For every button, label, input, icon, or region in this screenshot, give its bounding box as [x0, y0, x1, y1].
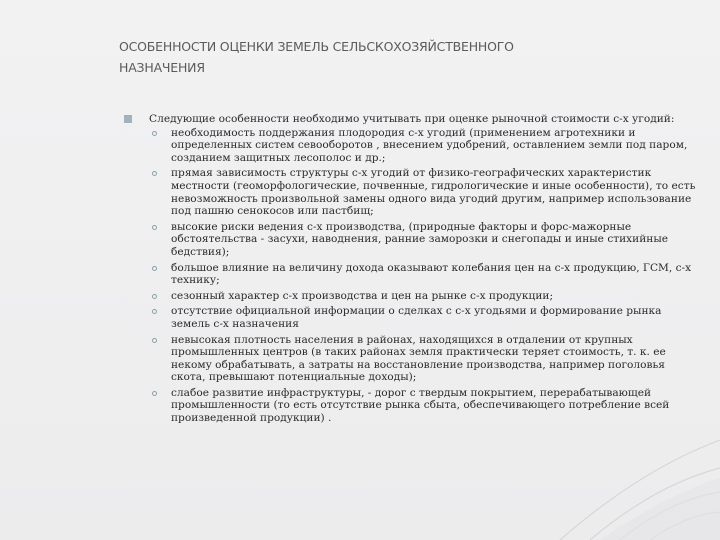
list-item-text: невысокая плотность населения в районах, находящихся в отдалении от крупных промышленных центров (в таких районах земля практически теряет стоимость, т. к. ее некому обрабатывать, а затраты на восстановление производства, например поголовья скота, превышают потенциальные доходы);: [171, 333, 666, 384]
list-item: [149, 127, 702, 165]
list-item: [149, 167, 702, 217]
list-item: [149, 221, 702, 259]
circle-bullet-icon: [152, 131, 157, 136]
list-item: [149, 387, 702, 425]
list-item: [149, 305, 702, 330]
slide-content: [124, 113, 702, 428]
intro-paragraph: [124, 113, 702, 126]
circle-bullet-icon: [152, 266, 157, 271]
circle-bullet-icon: [152, 294, 157, 299]
list-item: [149, 262, 702, 287]
circle-bullet-icon: [152, 309, 157, 314]
circle-bullet-icon: [152, 171, 157, 176]
square-bullet-icon: [124, 115, 132, 123]
list-item-text: слабое развитие инфраструктуры, - дорог с твердым покрытием, перерабатывающей промышленности (то есть отсутствие рынка сбыта, обеспечивающего потребление всей произведенной продукции) .: [171, 386, 670, 425]
list-item-text: большое влияние на величину дохода оказывают колебания цен на с-х продукцию, ГСМ, с-х технику;: [171, 261, 692, 287]
list-item: [149, 334, 702, 384]
circle-bullet-icon: [152, 391, 157, 396]
list-item-text: необходимость поддержания плодородия с-х угодий (применением агротехники и определенных систем севооборотов , внесением удобрений, оставлением земли под паром, созданием защитных лесополос и др.;: [171, 126, 688, 164]
page-title: [119, 36, 679, 78]
list-item-text: отсутствие официальной информации о сделках с с-х угодьями и формирование рынка земель с-х назначения: [171, 305, 662, 330]
intro-text: Следующие особенности необходимо учитывать при оценке рыночной стоимости с-х угодий:: [149, 113, 675, 125]
list-item-text: прямая зависимость структуры с-х угодий от физико-географических характеристик местности (геоморфологические, почвенные, гидрологические и иные особенности), то есть невозможность произвольной замены одного вида угодий другим, например использование под пашню сенокосов или пастбищ;: [171, 167, 696, 218]
features-list: [124, 127, 702, 425]
list-item-text: высокие риски ведения с-х производства, (природные факторы и форс-мажорные обстоятельства - засухи, наводнения, ранние заморозки и снегопады и иные стихийные бедствия);: [171, 220, 669, 258]
page-title-line-2: НАЗНАЧЕНИЯ: [119, 60, 205, 75]
circle-bullet-icon: [152, 338, 157, 343]
list-item-text: сезонный характер с-х производства и цен на рынке с-х продукции;: [171, 289, 554, 302]
circle-bullet-icon: [152, 225, 157, 230]
page-title-line-1: ОСОБЕННОСТИ ОЦЕНКИ ЗЕМЕЛЬ СЕЛЬСКОХОЗЯЙСТВЕННОГО: [119, 39, 514, 54]
list-item: [149, 290, 702, 303]
